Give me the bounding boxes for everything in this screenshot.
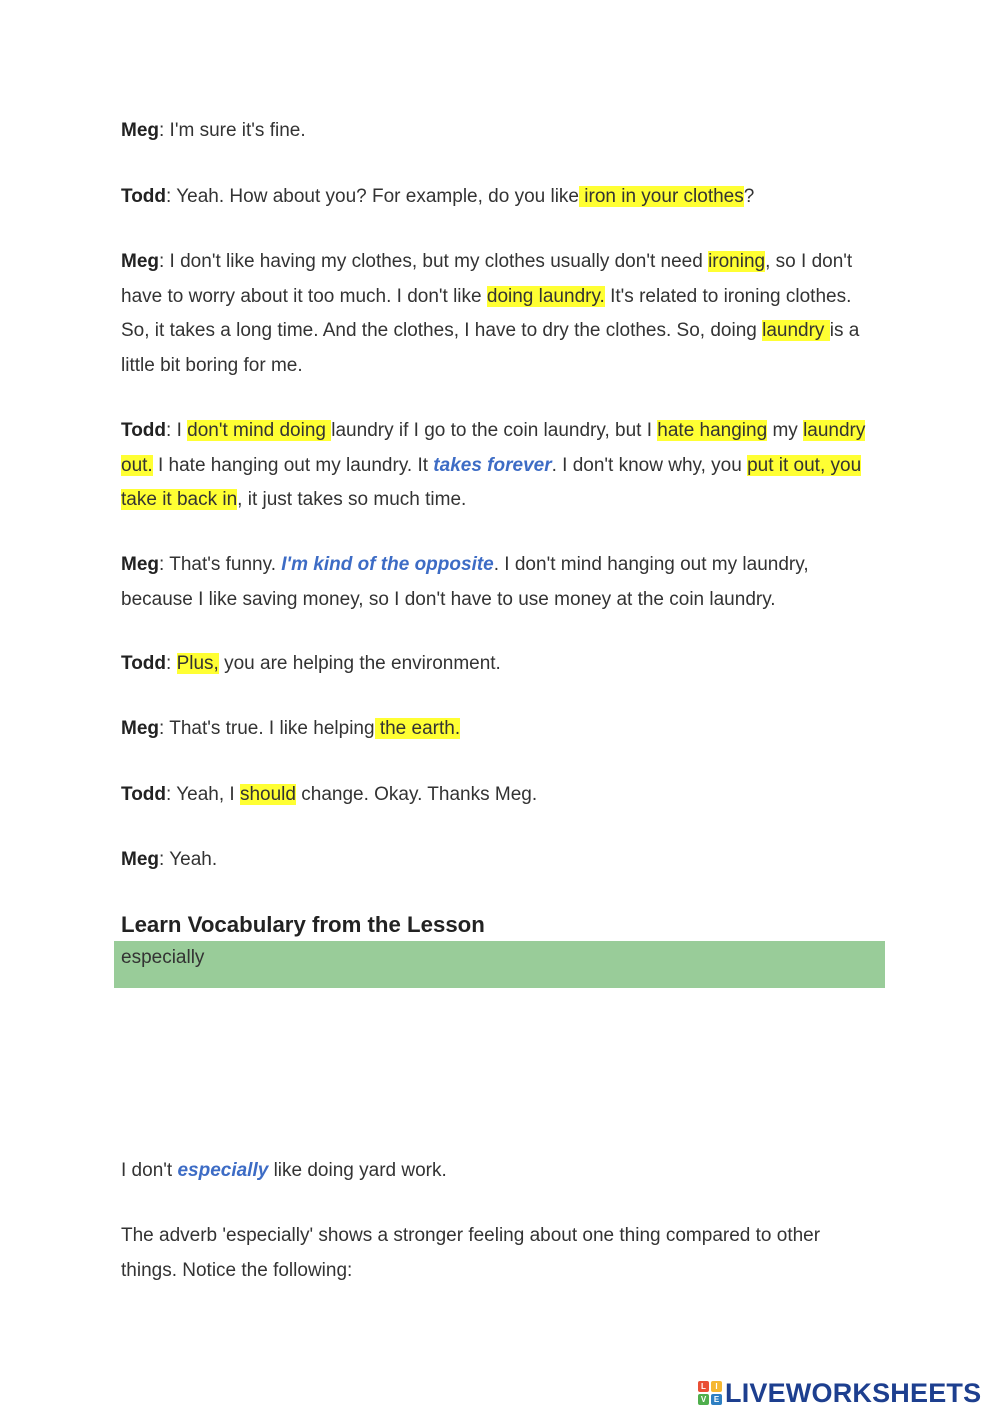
text-segment: like doing yard work.: [268, 1160, 447, 1181]
speaker-name: Meg: [121, 554, 159, 575]
speaker-name: Todd: [121, 784, 167, 805]
highlighted-phrase: should: [239, 784, 296, 805]
text-segment: I don't: [121, 1160, 178, 1181]
text-segment: : Yeah, I: [166, 784, 240, 805]
speaker-name: Meg: [121, 120, 159, 141]
text-segment: my: [767, 420, 804, 441]
vocab-heading: Learn Vocabulary from the Lesson: [121, 912, 485, 937]
logo-mark-tile: V: [698, 1394, 709, 1405]
text-segment: : That's true. I like helping: [159, 718, 375, 739]
dialogue-line: [121, 245, 881, 383]
emphasized-phrase: I'm kind of the opposite: [281, 554, 494, 575]
highlighted-phrase: the earth.: [374, 718, 461, 739]
logo-text: LIVEWORKSHEETS: [725, 1377, 982, 1408]
highlighted-phrase: put it out, you take it back in: [121, 454, 862, 510]
text-segment: It's related to ironing clothes. So, it takes a long time. And the clothes, I have to dry the clothes. So, doing: [121, 285, 852, 341]
speaker-name: Meg: [121, 251, 159, 272]
example-sentence: [121, 1154, 881, 1189]
logo-mark-tile: L: [698, 1381, 709, 1392]
highlighted-phrase: doing laundry.: [486, 285, 605, 307]
text-segment: : Yeah. How about you? For example, do you like: [166, 186, 579, 207]
liveworksheets-logo: [698, 1378, 981, 1408]
dialogue-line: [121, 843, 881, 878]
dialogue-line: [121, 647, 881, 682]
vocab-word-box: [114, 941, 885, 988]
emphasized-phrase: especially: [177, 1160, 269, 1181]
highlighted-phrase: Plus,: [176, 653, 219, 674]
logo-mark-tile: I: [711, 1381, 722, 1392]
speaker-name: Meg: [121, 849, 159, 870]
text-segment: laundry if I go to the coin laundry, but I: [331, 420, 658, 441]
text-segment: , so I don't have to worry about it too much. I don't like: [121, 251, 853, 307]
highlighted-phrase: don't mind doing: [187, 420, 332, 441]
explanation-text: The adverb 'especially' shows a stronger feeling about one thing compared to other things. Notice the following:: [121, 1225, 821, 1281]
dialogue-line: [121, 180, 881, 215]
dialogue-line: [121, 114, 881, 149]
text-segment: . I don't mind hanging out my laundry, because I like saving money, so I don't have to use money at the coin laundry.: [121, 554, 809, 610]
text-segment: :: [166, 653, 177, 674]
highlighted-phrase: laundry: [762, 320, 830, 341]
emphasized-phrase: takes forever: [433, 454, 552, 476]
text-segment: : I: [166, 420, 188, 441]
logo-mark-icon: [698, 1381, 722, 1405]
text-segment: : I don't like having my clothes, but my clothes usually don't need: [159, 251, 709, 272]
speaker-name: Todd: [121, 186, 167, 207]
logo-mark-tile: E: [711, 1394, 722, 1405]
speaker-name: Todd: [121, 420, 167, 441]
speaker-name: Meg: [121, 718, 159, 739]
text-segment: you are helping the environment.: [218, 653, 501, 674]
text-segment: : Yeah.: [159, 849, 218, 870]
text-segment: is a little bit boring for me.: [121, 320, 860, 376]
text-segment: ?: [743, 186, 755, 207]
text-segment: change. Okay. Thanks Meg.: [295, 784, 538, 805]
dialogue-line: [121, 548, 881, 617]
text-segment: : That's funny.: [159, 554, 282, 575]
vocab-word: especially: [121, 947, 205, 968]
text-segment: , it just takes so much time.: [237, 489, 467, 510]
highlighted-phrase: laundry out.: [121, 420, 866, 476]
highlighted-phrase: ironing: [708, 251, 766, 272]
text-segment: I hate hanging out my laundry. It: [152, 454, 434, 476]
dialogue-line: [121, 414, 881, 518]
text-segment: : I'm sure it's fine.: [159, 120, 306, 141]
text-segment: . I don't know why, you: [551, 454, 748, 476]
highlighted-phrase: iron in your clothes: [579, 186, 744, 207]
dialogue-line: [121, 778, 881, 813]
speaker-name: Todd: [121, 653, 167, 674]
dialogue-line: [121, 712, 881, 747]
highlighted-phrase: hate hanging: [657, 420, 768, 441]
